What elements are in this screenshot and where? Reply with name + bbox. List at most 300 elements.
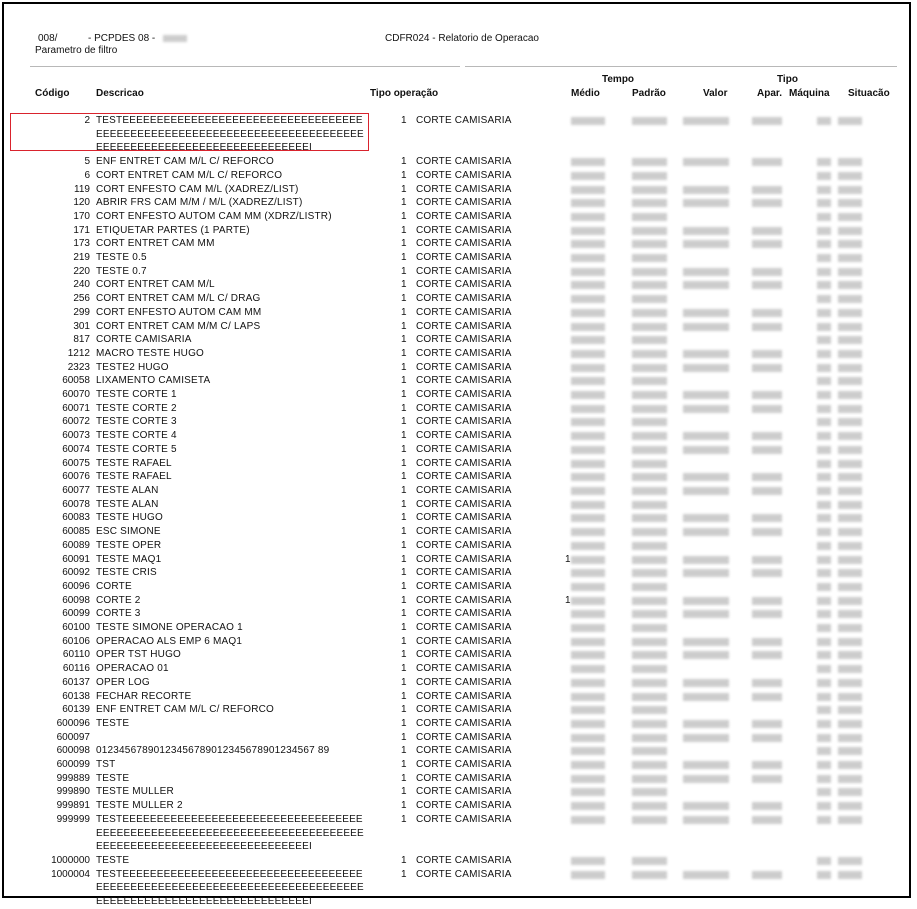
redacted-value bbox=[683, 364, 729, 372]
redacted-value bbox=[632, 199, 667, 207]
redacted-value bbox=[817, 186, 831, 194]
redacted-value bbox=[817, 350, 831, 358]
row-tipo-operacao: CORTE CAMISARIA bbox=[416, 224, 512, 236]
header-divider-left bbox=[30, 66, 460, 67]
row-description: CORTE CAMISARIA bbox=[96, 334, 192, 346]
redacted-value bbox=[571, 651, 605, 659]
redacted-value bbox=[838, 514, 862, 522]
row-tipo-number: 1 bbox=[401, 252, 407, 264]
row-tipo-operacao: CORTE CAMISARIA bbox=[416, 389, 512, 401]
redacted-value bbox=[752, 871, 782, 879]
table-row bbox=[0, 251, 917, 265]
table-row bbox=[0, 758, 917, 772]
redacted-value bbox=[632, 446, 667, 454]
redacted-value bbox=[683, 240, 729, 248]
redacted-value bbox=[632, 734, 667, 742]
row-description: OPERACAO ALS EMP 6 MAQ1 bbox=[96, 635, 243, 647]
row-code: 60083 bbox=[62, 512, 90, 524]
row-code: 600098 bbox=[56, 745, 90, 757]
redacted-value bbox=[571, 432, 605, 440]
redacted-value bbox=[838, 624, 862, 632]
table-row bbox=[0, 648, 917, 662]
row-description: TESTE ALAN bbox=[96, 484, 159, 496]
row-tipo-operacao: CORTE CAMISARIA bbox=[416, 745, 512, 757]
redacted-value bbox=[838, 583, 862, 591]
redacted-value bbox=[752, 802, 782, 810]
redacted-value bbox=[752, 350, 782, 358]
row-tipo-number: 1 bbox=[401, 594, 407, 606]
row-tipo-operacao: CORTE CAMISARIA bbox=[416, 704, 512, 716]
redacted-value bbox=[838, 556, 862, 564]
redacted-value bbox=[817, 117, 831, 125]
redacted-value bbox=[571, 528, 605, 536]
row-code: 60110 bbox=[62, 649, 90, 661]
table-row bbox=[0, 415, 917, 429]
redacted-value bbox=[752, 569, 782, 577]
redacted-value bbox=[752, 693, 782, 701]
table-row bbox=[0, 224, 917, 238]
row-description: TESTE CORTE 2 bbox=[96, 402, 177, 414]
redacted-value bbox=[632, 651, 667, 659]
redacted-value bbox=[683, 514, 729, 522]
row-code: 60138 bbox=[62, 690, 90, 702]
redacted-value bbox=[683, 638, 729, 646]
filter-label: Parametro de filtro bbox=[35, 45, 118, 56]
redacted-value bbox=[838, 405, 862, 413]
redacted-value bbox=[632, 336, 667, 344]
redacted-value bbox=[838, 336, 862, 344]
redacted-value bbox=[838, 254, 862, 262]
redacted-value bbox=[683, 350, 729, 358]
table-row bbox=[0, 388, 917, 402]
redacted-value bbox=[752, 446, 782, 454]
redacted-value bbox=[571, 227, 605, 235]
redacted-value bbox=[838, 473, 862, 481]
redacted-value bbox=[838, 186, 862, 194]
redacted-value bbox=[838, 309, 862, 317]
redacted-value bbox=[838, 706, 862, 714]
row-description: TESTE OPER bbox=[96, 539, 162, 551]
redacted-value bbox=[817, 679, 831, 687]
row-code: 60100 bbox=[62, 622, 90, 634]
redacted-value bbox=[683, 268, 729, 276]
redacted-value bbox=[817, 199, 831, 207]
row-tipo-number: 1 bbox=[401, 553, 407, 565]
row-tipo-operacao: CORTE CAMISARIA bbox=[416, 800, 512, 812]
table-row bbox=[0, 265, 917, 279]
redacted-value bbox=[632, 597, 667, 605]
row-tipo-number: 1 bbox=[401, 649, 407, 661]
redacted-value bbox=[838, 172, 862, 180]
redacted-value bbox=[838, 569, 862, 577]
row-tipo-number: 1 bbox=[401, 690, 407, 702]
row-medio-lead-digit: 1 bbox=[565, 553, 571, 565]
row-tipo-number: 1 bbox=[401, 347, 407, 359]
redacted-value bbox=[571, 761, 605, 769]
redacted-value bbox=[683, 186, 729, 194]
table-row bbox=[0, 306, 917, 320]
redacted-value bbox=[571, 240, 605, 248]
header-divider-right bbox=[465, 66, 897, 67]
col-valor: Valor bbox=[703, 88, 728, 99]
row-description: TESTE CORTE 1 bbox=[96, 389, 177, 401]
redacted-value bbox=[571, 336, 605, 344]
redacted-value bbox=[838, 871, 862, 879]
redacted-value bbox=[817, 323, 831, 331]
table-row bbox=[0, 799, 917, 813]
table-row bbox=[0, 539, 917, 553]
redacted-value bbox=[632, 172, 667, 180]
row-tipo-operacao: CORTE CAMISARIA bbox=[416, 594, 512, 606]
row-code: 600099 bbox=[56, 759, 90, 771]
row-tipo-number: 1 bbox=[401, 512, 407, 524]
redacted-value bbox=[632, 240, 667, 248]
row-code: 600097 bbox=[56, 731, 90, 743]
row-code: 256 bbox=[73, 293, 90, 305]
redacted-value bbox=[571, 638, 605, 646]
redacted-value bbox=[817, 158, 831, 166]
redacted-value bbox=[838, 117, 862, 125]
row-tipo-number: 1 bbox=[401, 471, 407, 483]
row-tipo-operacao: CORTE CAMISARIA bbox=[416, 169, 512, 181]
table-row bbox=[0, 566, 917, 580]
row-description: CORTE 3 bbox=[96, 608, 141, 620]
row-tipo-operacao: CORTE CAMISARIA bbox=[416, 471, 512, 483]
row-code: 240 bbox=[73, 279, 90, 291]
row-code: 60078 bbox=[62, 498, 90, 510]
row-tipo-operacao: CORTE CAMISARIA bbox=[416, 539, 512, 551]
redacted-value bbox=[817, 213, 831, 221]
row-tipo-operacao: CORTE CAMISARIA bbox=[416, 293, 512, 305]
row-code: 60074 bbox=[62, 443, 90, 455]
redacted-value bbox=[632, 460, 667, 468]
redacted-value bbox=[571, 295, 605, 303]
redacted-value bbox=[632, 186, 667, 194]
table-row bbox=[0, 347, 917, 361]
redacted-value bbox=[817, 747, 831, 755]
redacted-value bbox=[838, 227, 862, 235]
redacted-value bbox=[632, 556, 667, 564]
redacted-value bbox=[838, 761, 862, 769]
redacted-value bbox=[632, 295, 667, 303]
table-row bbox=[0, 183, 917, 197]
redacted-value bbox=[571, 117, 605, 125]
redacted-value bbox=[838, 391, 862, 399]
row-tipo-number: 1 bbox=[401, 334, 407, 346]
redacted-value bbox=[817, 364, 831, 372]
redacted-value bbox=[683, 569, 729, 577]
redacted-value bbox=[571, 501, 605, 509]
table-row bbox=[0, 237, 917, 251]
row-code: 299 bbox=[73, 306, 90, 318]
redacted-value bbox=[817, 638, 831, 646]
redacted-value bbox=[571, 816, 605, 824]
row-tipo-number: 1 bbox=[401, 238, 407, 250]
table-row bbox=[0, 621, 917, 635]
redacted-value bbox=[752, 775, 782, 783]
table-row bbox=[0, 443, 917, 457]
redacted-value bbox=[817, 240, 831, 248]
redacted-value bbox=[752, 268, 782, 276]
row-tipo-number: 1 bbox=[401, 169, 407, 181]
row-code: 60092 bbox=[62, 567, 90, 579]
row-description: TESTE MULLER 2 bbox=[96, 800, 183, 812]
row-code: 60116 bbox=[62, 663, 90, 675]
row-tipo-number: 1 bbox=[401, 320, 407, 332]
redacted-value bbox=[838, 487, 862, 495]
row-tipo-number: 1 bbox=[401, 786, 407, 798]
redacted-value bbox=[752, 651, 782, 659]
redacted-value bbox=[683, 528, 729, 536]
table-row bbox=[0, 854, 917, 868]
redacted-value bbox=[752, 597, 782, 605]
redacted-value bbox=[632, 802, 667, 810]
row-tipo-number: 1 bbox=[401, 772, 407, 784]
row-description: TESTEEEEEEEEEEEEEEEEEEEEEEEEEEEEEEEEEEEEEEEEEEEEEEEEEEEEEEEEEEEEEEEEEEEEEEEEEEEEEEEEEEEEEEEEEEEEEEEEEEEEEEEEEI bbox=[96, 868, 364, 908]
row-tipo-number: 1 bbox=[401, 402, 407, 414]
redacted-value bbox=[683, 323, 729, 331]
redacted-value bbox=[571, 720, 605, 728]
row-tipo-number: 1 bbox=[401, 567, 407, 579]
redacted-value bbox=[571, 268, 605, 276]
redacted-value bbox=[571, 734, 605, 742]
redacted-value bbox=[571, 706, 605, 714]
table-row bbox=[0, 744, 917, 758]
redacted-value bbox=[817, 857, 831, 865]
redacted-value bbox=[571, 309, 605, 317]
redacted-value bbox=[683, 679, 729, 687]
table-row bbox=[0, 457, 917, 471]
redacted-value bbox=[817, 556, 831, 564]
col-padrao: Padrão bbox=[632, 88, 666, 99]
row-tipo-number: 1 bbox=[401, 430, 407, 442]
redacted-value bbox=[838, 720, 862, 728]
row-tipo-operacao: CORTE CAMISARIA bbox=[416, 183, 512, 195]
redacted-value bbox=[752, 514, 782, 522]
row-description: ESC SIMONE bbox=[96, 526, 161, 538]
table-row bbox=[0, 553, 917, 567]
redacted-value bbox=[683, 816, 729, 824]
redacted-value bbox=[683, 281, 729, 289]
row-description: TESTE HUGO bbox=[96, 512, 164, 524]
redacted-value bbox=[683, 556, 729, 564]
row-tipo-number: 1 bbox=[401, 745, 407, 757]
row-code: 60137 bbox=[62, 676, 90, 688]
row-code: 817 bbox=[73, 334, 90, 346]
row-code: 5 bbox=[84, 156, 90, 168]
row-code: 60091 bbox=[62, 553, 90, 565]
redacted-value bbox=[838, 857, 862, 865]
row-code: 60139 bbox=[62, 704, 90, 716]
row-tipo-number: 1 bbox=[401, 306, 407, 318]
redacted-value bbox=[817, 473, 831, 481]
row-tipo-operacao: CORTE CAMISARIA bbox=[416, 279, 512, 291]
row-tipo-number: 1 bbox=[401, 663, 407, 675]
row-tipo-operacao: CORTE CAMISARIA bbox=[416, 649, 512, 661]
redacted-value bbox=[632, 309, 667, 317]
table-row bbox=[0, 594, 917, 608]
redacted-value bbox=[632, 638, 667, 646]
row-description: TESTE CORTE 5 bbox=[96, 443, 177, 455]
redacted-value bbox=[752, 432, 782, 440]
redacted-value bbox=[571, 199, 605, 207]
redacted-value bbox=[817, 665, 831, 673]
row-tipo-number: 1 bbox=[401, 484, 407, 496]
redacted-value bbox=[817, 528, 831, 536]
redacted-value bbox=[571, 377, 605, 385]
redacted-value bbox=[817, 542, 831, 550]
redacted-value bbox=[817, 377, 831, 385]
table-row bbox=[0, 333, 917, 347]
table-row bbox=[0, 580, 917, 594]
highlight-box bbox=[10, 113, 369, 151]
row-tipo-operacao: CORTE CAMISARIA bbox=[416, 772, 512, 784]
redacted-value bbox=[571, 624, 605, 632]
redacted-value bbox=[632, 501, 667, 509]
row-code: 60106 bbox=[62, 635, 90, 647]
redacted-value bbox=[632, 158, 667, 166]
row-tipo-operacao: CORTE CAMISARIA bbox=[416, 854, 512, 866]
row-code: 120 bbox=[73, 197, 90, 209]
row-tipo-number: 1 bbox=[401, 375, 407, 387]
row-tipo-number: 1 bbox=[401, 868, 407, 880]
table-row bbox=[0, 772, 917, 786]
table-row bbox=[0, 210, 917, 224]
redacted-value bbox=[838, 651, 862, 659]
table-row bbox=[0, 374, 917, 388]
redacted-value bbox=[817, 460, 831, 468]
row-description: LIXAMENTO CAMISETA bbox=[96, 375, 211, 387]
redacted-value bbox=[838, 377, 862, 385]
redacted-value bbox=[752, 556, 782, 564]
redacted-value bbox=[817, 871, 831, 879]
redacted-value bbox=[571, 775, 605, 783]
row-tipo-operacao: CORTE CAMISARIA bbox=[416, 197, 512, 209]
redacted-value bbox=[752, 473, 782, 481]
redacted-value bbox=[571, 254, 605, 262]
redacted-value bbox=[683, 391, 729, 399]
redacted-value bbox=[752, 323, 782, 331]
table-row bbox=[0, 511, 917, 525]
redacted-value bbox=[817, 432, 831, 440]
redacted-value bbox=[571, 693, 605, 701]
redacted-value bbox=[838, 693, 862, 701]
table-row bbox=[0, 525, 917, 539]
col-medio: Médio bbox=[571, 88, 600, 99]
redacted-value bbox=[571, 583, 605, 591]
redacted-value bbox=[683, 432, 729, 440]
row-description: CORT ENTRET CAM M/M C/ LAPS bbox=[96, 320, 261, 332]
redacted-value bbox=[571, 364, 605, 372]
redacted-value bbox=[752, 309, 782, 317]
redacted-value bbox=[838, 281, 862, 289]
row-code: 6 bbox=[84, 169, 90, 181]
row-tipo-number: 1 bbox=[401, 156, 407, 168]
row-tipo-operacao: CORTE CAMISARIA bbox=[416, 512, 512, 524]
row-code: 60072 bbox=[62, 416, 90, 428]
redacted-value bbox=[752, 199, 782, 207]
row-tipo-operacao: CORTE CAMISARIA bbox=[416, 526, 512, 538]
redacted-value bbox=[817, 693, 831, 701]
row-description: TESTE MAQ1 bbox=[96, 553, 162, 565]
redacted-value bbox=[838, 364, 862, 372]
row-code: 999999 bbox=[56, 813, 90, 825]
redacted-value bbox=[683, 610, 729, 618]
row-tipo-number: 1 bbox=[401, 580, 407, 592]
row-code: 219 bbox=[73, 252, 90, 264]
table-row bbox=[0, 470, 917, 484]
redacted-value bbox=[817, 281, 831, 289]
redacted-value bbox=[632, 473, 667, 481]
row-description: TESTE CRIS bbox=[96, 567, 157, 579]
row-description: ABRIR FRS CAM M/M / M/L (XADREZ/LIST) bbox=[96, 197, 303, 209]
redacted-value bbox=[632, 542, 667, 550]
redacted-value bbox=[571, 679, 605, 687]
redacted-value bbox=[571, 857, 605, 865]
redacted-value bbox=[838, 213, 862, 221]
redacted-value bbox=[632, 377, 667, 385]
row-code: 173 bbox=[73, 238, 90, 250]
row-tipo-operacao: CORTE CAMISARIA bbox=[416, 580, 512, 592]
redacted-value bbox=[683, 734, 729, 742]
redacted-value bbox=[571, 473, 605, 481]
row-description: TESTE MULLER bbox=[96, 786, 174, 798]
row-tipo-number: 1 bbox=[401, 197, 407, 209]
redacted-value bbox=[571, 158, 605, 166]
redacted-value bbox=[632, 871, 667, 879]
row-description: TESTE bbox=[96, 772, 130, 784]
redacted-value bbox=[817, 446, 831, 454]
redacted-value bbox=[632, 679, 667, 687]
table-row bbox=[0, 662, 917, 676]
redacted-value bbox=[838, 432, 862, 440]
row-tipo-number: 1 bbox=[401, 416, 407, 428]
table-row bbox=[0, 361, 917, 375]
table-row bbox=[0, 635, 917, 649]
report-title: CDFR024 - Relatorio de Operacao bbox=[385, 33, 539, 44]
table-row bbox=[0, 498, 917, 512]
row-code: 60073 bbox=[62, 430, 90, 442]
row-tipo-operacao: CORTE CAMISARIA bbox=[416, 265, 512, 277]
redacted-value bbox=[571, 172, 605, 180]
redacted-value bbox=[752, 528, 782, 536]
table-row bbox=[0, 155, 917, 169]
redacted-value bbox=[683, 199, 729, 207]
row-tipo-number: 1 bbox=[401, 539, 407, 551]
row-description: CORTE 2 bbox=[96, 594, 141, 606]
redacted-value bbox=[752, 734, 782, 742]
redacted-value bbox=[632, 569, 667, 577]
table-row bbox=[0, 676, 917, 690]
redacted-value bbox=[632, 391, 667, 399]
redacted-value bbox=[571, 281, 605, 289]
col-situacao: Situacão bbox=[848, 88, 890, 99]
row-description: CORT ENFESTO AUTOM CAM MM bbox=[96, 306, 262, 318]
redacted-value bbox=[571, 350, 605, 358]
redacted-value bbox=[838, 268, 862, 276]
redacted-value bbox=[838, 446, 862, 454]
redacted-value bbox=[838, 788, 862, 796]
row-description: TESTE CORTE 3 bbox=[96, 416, 177, 428]
redacted-value bbox=[817, 268, 831, 276]
table-row bbox=[0, 484, 917, 498]
row-description: OPER LOG bbox=[96, 676, 150, 688]
row-tipo-operacao: CORTE CAMISARIA bbox=[416, 731, 512, 743]
redacted-value bbox=[632, 857, 667, 865]
row-tipo-number: 1 bbox=[401, 717, 407, 729]
row-code: 2 bbox=[84, 115, 90, 126]
col-tipo-operacao: Tipo operação bbox=[370, 88, 439, 99]
